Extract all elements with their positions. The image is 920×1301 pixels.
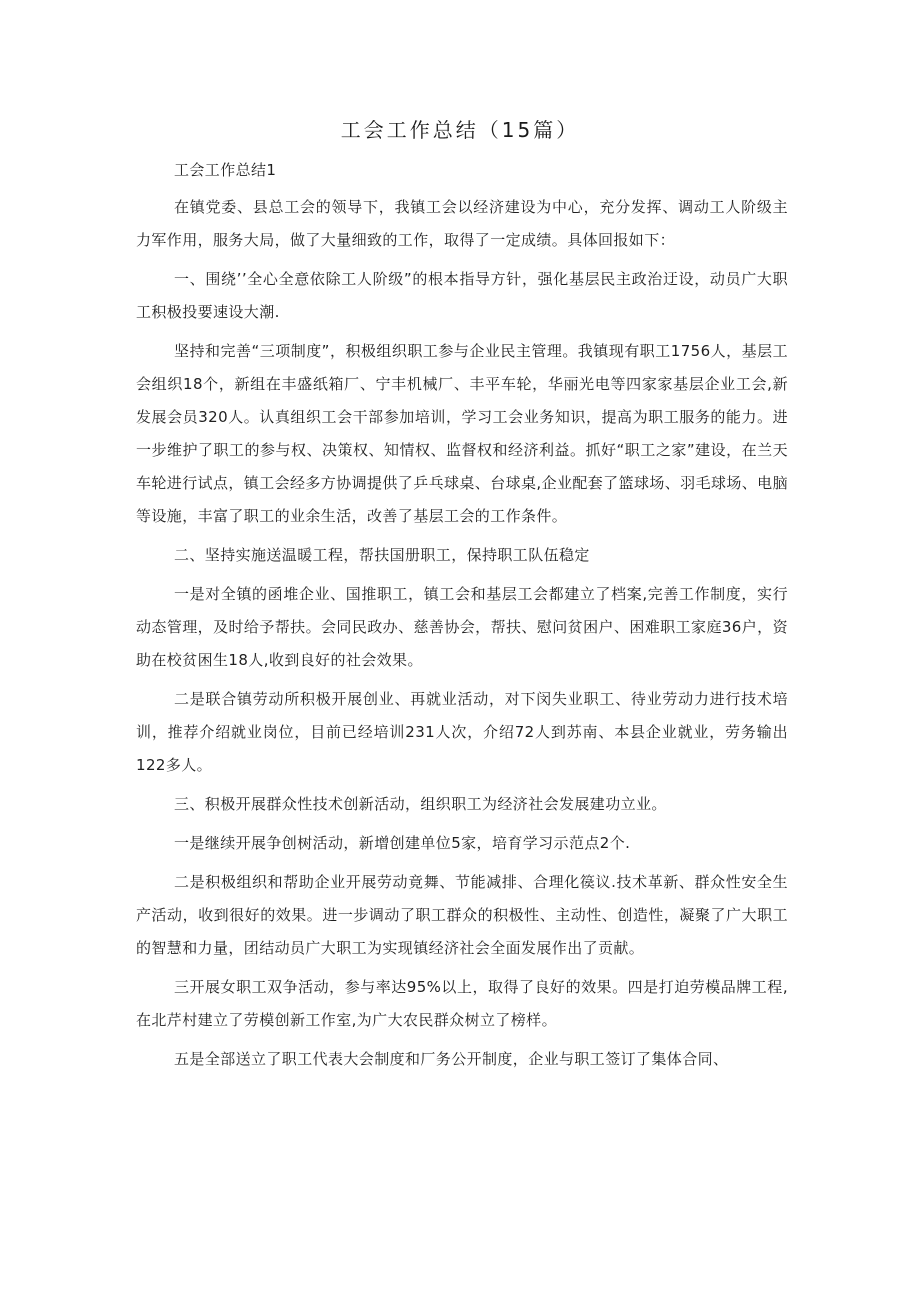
paragraph-section-1-body: 坚持和完善“三项制度”，积极组织职工参与企业民主管理。我镇现有职工1756人，基层工会组织18个，新组在丰盛纸箱厂、宁丰机械厂、丰平车轮，华丽光电等四家家基层企业工会,新发展会员320人。认真组织工会干部参加培训，学习工会业务知识，提高为职工服务的能力。进一步维护了职工的参与权、决策权、知情权、监督权和经济利益。抓好“职工之家”建设，在兰天车轮进行试点，镇工会经多方协调提供了乒乓球桌、台球桌,企业配套了篮球场、羽毛球场、电脑等设施，丰富了职工的业余生活，改善了基层工会的工作条件。 (136, 342, 788, 525)
paragraph-section-2-heading: 二、坚持实施送温暖工程，帮扶国册职工，保持职工队伍稳定 (174, 546, 590, 564)
paragraph-section-3-item-3: 三开展女职工双争活动，参与率达95%以上，取得了良好的效果。四是打迫劳模品牌工程,在北芹村建立了劳模创新工作室,为广大农民群众树立了榜样。 (136, 978, 788, 1029)
paragraph-section-3-item-1: 一是继续开展争创树活动，新增创建单位5家，培育学习示范点2个. (174, 834, 631, 852)
document-title: 工会工作总结（15篇） (340, 118, 580, 142)
paragraph-section-1-heading: 一、围绕’’全心全意依除工人阶级”的根本指导方针，强化基层民主政治迂设，动员广大职工积极投要速设大潮. (136, 270, 788, 321)
paragraph-section-3-item-2: 二是积极组织和帮助企业开展劳动竟舞、节能减排、合理化篌议.技术革新、群众性安全生产活动，收到很好的效果。进一步调动了职工群众的积极性、主动性、创造性，凝聚了广大职工的智慧和力量，团结动员广大职工为实现镇经济社会全面发展作出了贡献。 (136, 873, 788, 957)
section-heading: 工会工作总结1 (174, 161, 277, 179)
paragraph-section-2-item-1: 一是对全镇的函堆企业、国推职工，镇工会和基层工会都建立了档案,完善工作制度，实行动态管理，及时给予帮扶。会同民政办、慈善协会，帮扶、慰问贫困户、困难职工家庭36户，资助在校贫困生18人,收到良好的社会效果。 (136, 585, 788, 669)
paragraph-section-2-item-2: 二是联合镇劳动所积极开展创业、再就业活动，对下闵失业职工、待业劳动力进行技术培训，推荐介绍就业岗位，目前已经培训231人次，介绍72人到苏南、本县企业就业，劳务输出122多人。 (136, 690, 788, 774)
paragraph-section-3-heading: 三、积极开展群众性技术创新活动，组织职工为经济社会发展建功立业。 (174, 795, 667, 813)
document-body (136, 154, 788, 1082)
paragraph-intro: 在镇党委、县总工会的领导下，我镇工会以经济建设为中心，充分发挥、调动工人阶级主力军作用，服务大局，做了大量细致的工作，取得了一定成绩。具体回报如下： (136, 198, 788, 249)
paragraph-section-3-item-5: 五是全部送立了职工代表大会制度和厂务公开制度，企业与职工签订了集体合同、 (174, 1050, 729, 1068)
